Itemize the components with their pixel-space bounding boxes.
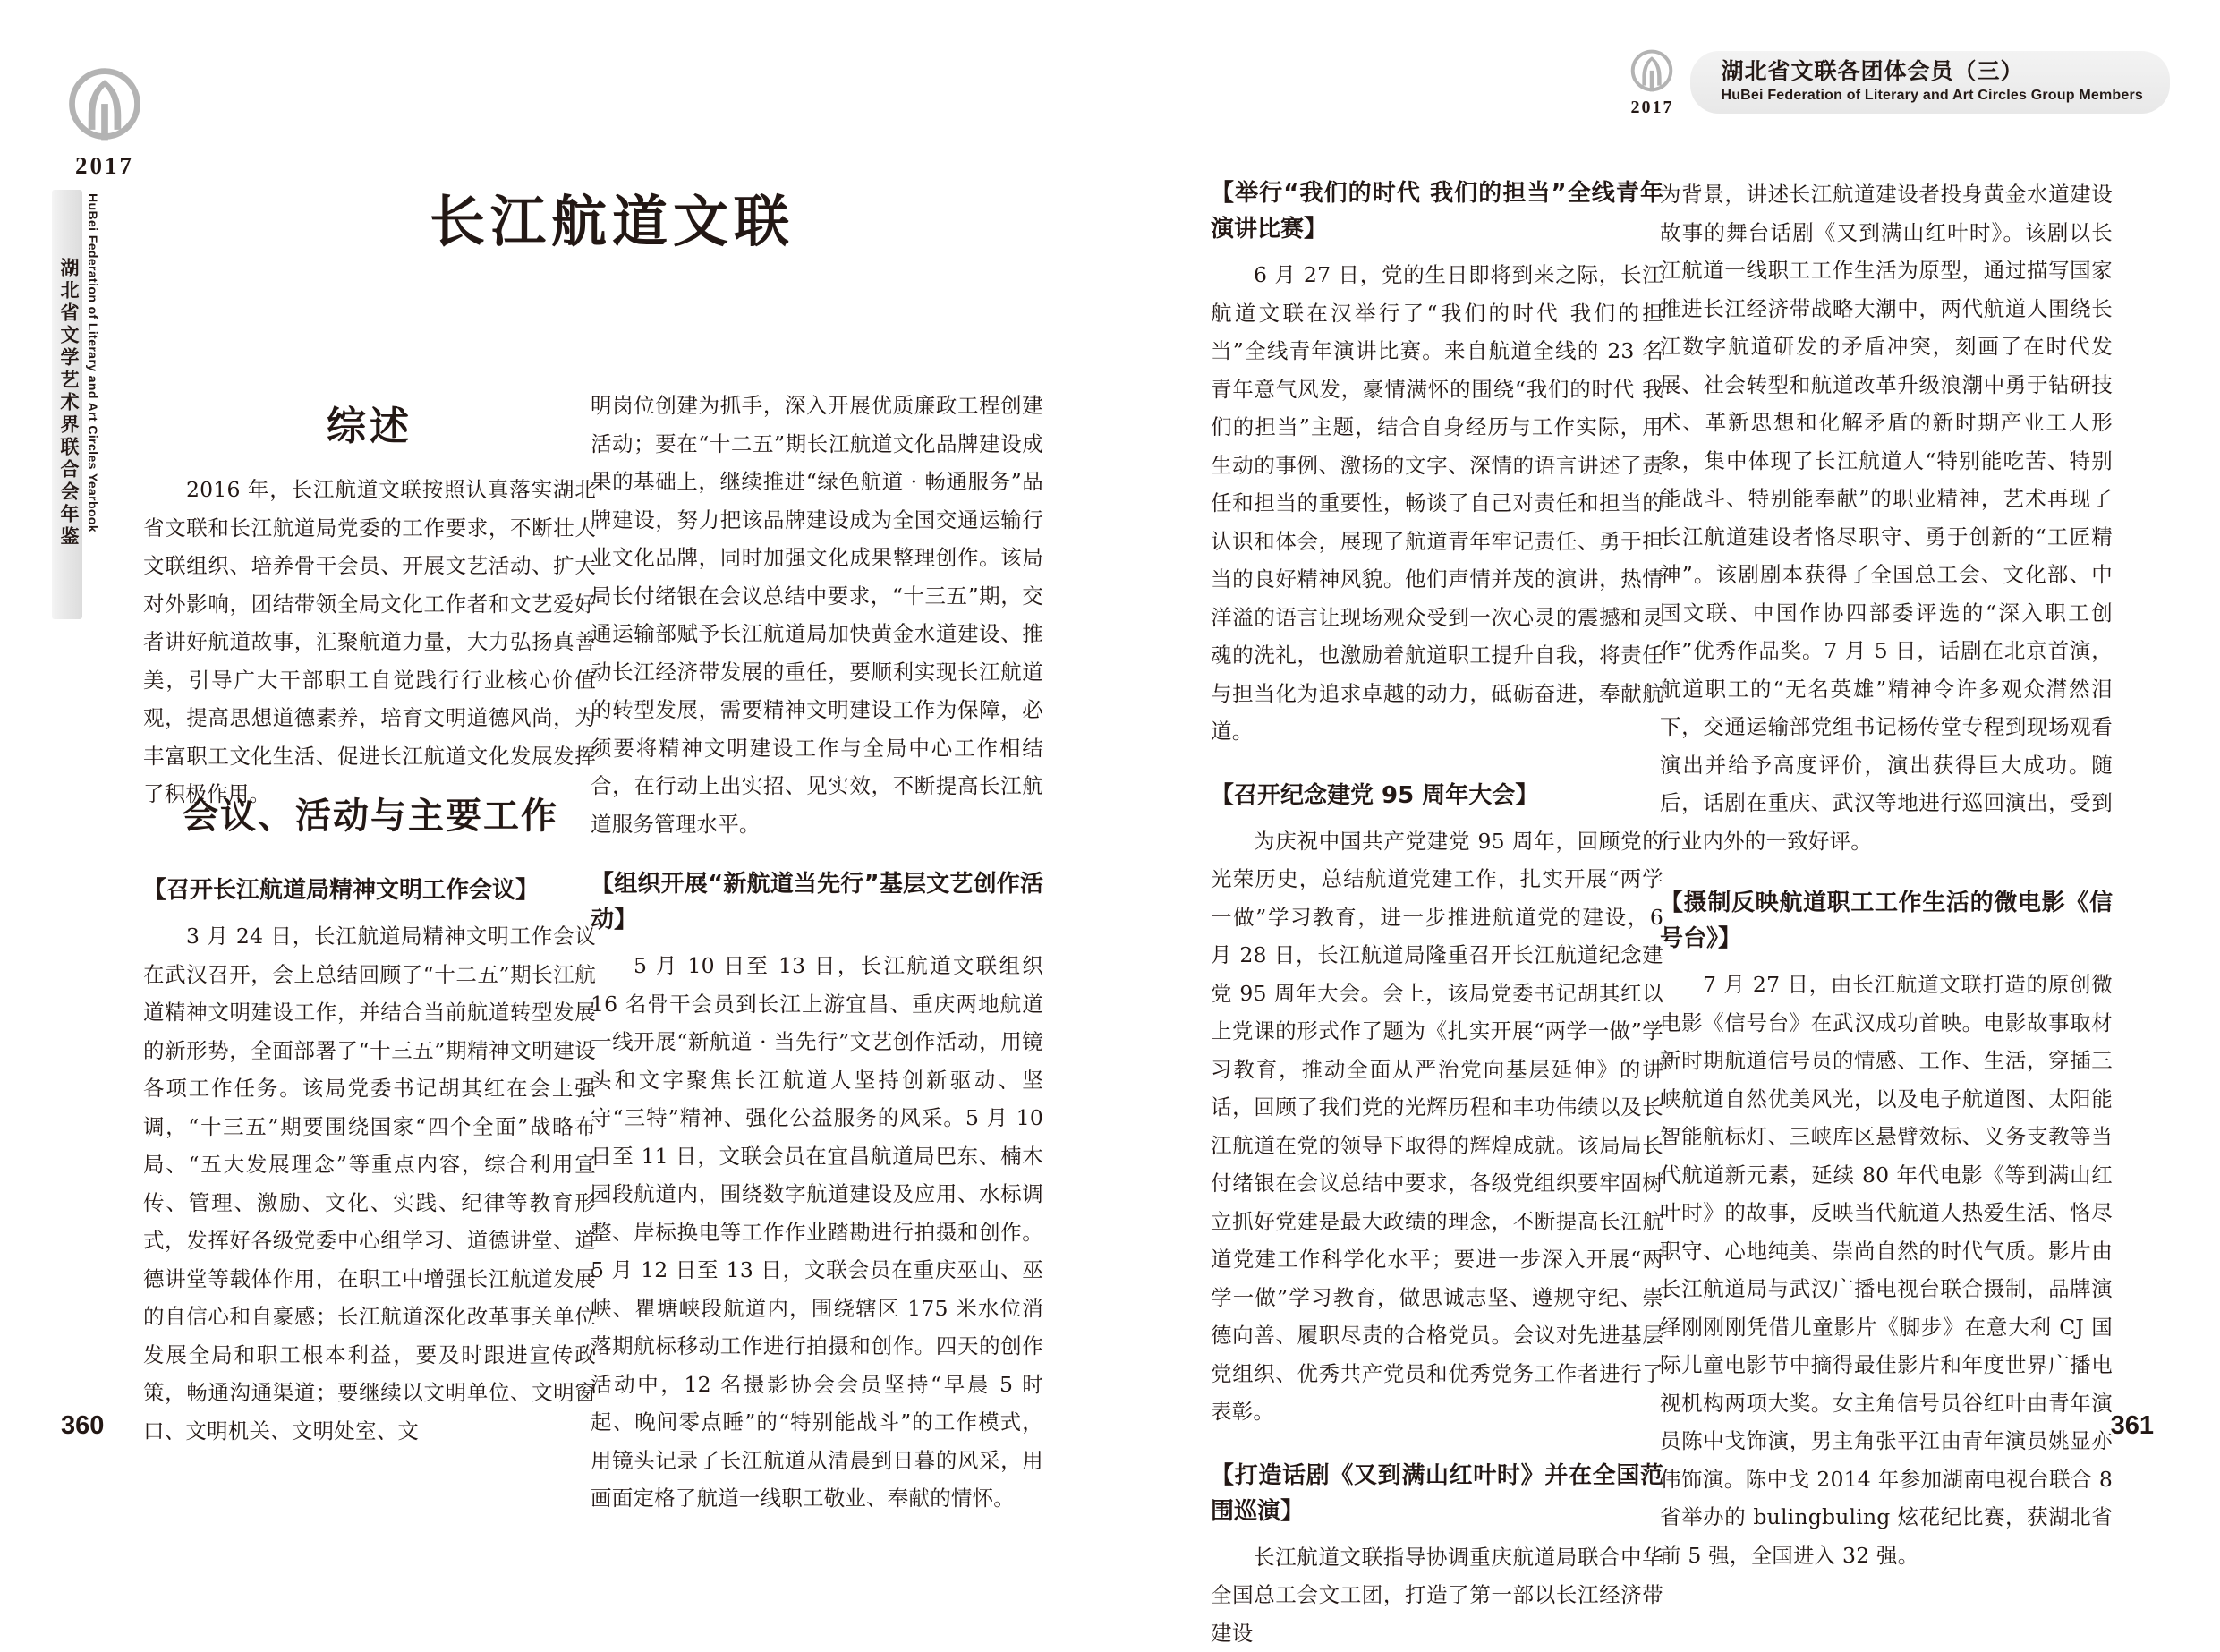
overview-paragraph: 2016 年，长江航道文联按照认真落实湖北省文联和长江航道局党委的工作要求，不断壮大文联组织、培养骨干会员、开展文艺活动、扩大对外影响，团结带领全局文化工作者和文艺爱好者讲好航道故事，汇聚航道力量，大力弘扬真善美，引导广大干部职工自觉践行行业核心价值观，提高思想道德素养，培育文明道德风尚，为丰富职工文化生活、促进长江航道文化发展发挥了积极作用。: [143, 471, 596, 813]
page-emblem-block: [47, 63, 163, 180]
section-paragraph-5: 7 月 27 日，由长江航道文联打造的原创微电影《信号台》在武汉成功首映。电影故事取材新时期航道信号员的情感、工作、生活，穿插三峡航道自然优美风光，以及电子航道图、太阳能智能航标灯、三峡库区悬臂效标、义务支教等当代航道新元素，延续 80 年代电影《等到满山红叶时》的故事，反映当代航道人热爱生活、恪尽职守、心地纯美、崇尚自然的时代气质。影片由长江航道局与武汉广播电视台联合摄制，品牌演绎刚刚刚凭借儿童影片《脚步》在意大利 CJ 国际儿童电影节中摘得最佳影片和年度世界广播电视机构两项大奖。女主角信号员谷红叶由青年演员陈中戈饰演，男主角张平江由青年演员姚显亦伟饰演。陈中戈 2014 年参加湖南电视台联合 8 省举办的 bulingbuling 炫花纪比赛，获湖北省前 5 强，全国进入 32 强。: [1660, 966, 2113, 1574]
overview-heading: 综述: [143, 394, 596, 451]
section-heading-2: 【举行“我们的时代 我们的担当”全线青年演讲比赛】: [1211, 175, 1663, 247]
spine-title-en: HuBei Federation of Literary and Art Circles Yearbook: [86, 193, 100, 532]
federation-emblem-icon: [1627, 47, 1677, 97]
section-paragraph-4b: 为背景，讲述长江航道建设者投身黄金水道建设故事的舞台话剧《又到满山红叶时》。该剧以长江航道一线职工工作生活为原型，通过描写国家推进长江经济带战略大潮中，两代航道人围绕长江数字航道研发的矛盾冲突，刻画了在时代发展、社会转型和航道改革升级浪潮中勇于钻研技术、革新思想和化解矛盾的新时期产业工人形象，集中体现了长江航道人“特别能吃苦、特别能战斗、特别能奉献”的职业精神，艺术再现了长江航道建设者恪尽职守、勇于创新的“工匠精神”。该剧剧本获得了全国总工会、文化部、中国文联、中国作协四部委评选的“深入职工创作”优秀作品奖。7 月 5 日，话剧在北京首演，航道职工的“无名英雄”精神令许多观众潸然泪下，交通运输部党组书记杨传堂专程到现场观看演出并给予高度评价，演出获得巨大成功。随后，话剧在重庆、武汉等地进行巡回演出，受到行业内外的一致好评。: [1660, 175, 2113, 860]
section-paragraph-1: 5 月 10 日至 13 日，长江航道文联组织 16 名骨干会员到长江上游宜昌、重庆两地航道一线开展“新航道 · 当先行”文艺创作活动，用镜头和文字聚焦长江航道人坚持创新驱动、坚守“三特”精神、强化公益服务的风采。5 月 10 日至 11 日，文联会员在宜昌航道局巴东、楠木园段航道内，围绕数字航道建设及应用、水标调整、岸标换电等工作作业踏勘进行拍摄和创作。5 月 12 日至 13 日，文联会员在重庆巫山、巫峡、瞿塘峡段航道内，围绕辖区 175 米水位消落期航标移动工作进行拍摄和创作。四天的创作活动中，12 名摄影协会会员坚持“早晨 5 时起、晚间零点睡”的“特别能战斗”的工作模式，用镜头记录了长江航道从清晨到日暮的风采，用画面定格了航道一线职工敬业、奉献的情怀。: [591, 947, 1043, 1518]
page-number-left: 360: [61, 1411, 104, 1441]
section-paragraph-2: 6 月 27 日，党的生日即将到来之际，长江航道文联在汉举行了“我们的时代 我们的担当”全线青年演讲比赛。来自航道全线的 23 名青年意气风发，豪情满怀的围绕“我们的时代 我们的担当”主题，结合自身经历与工作实际，用生动的事例、激扬的文字、深情的语言讲述了责任和担当的重要性，畅谈了自己对责任和担当的认识和体会，展现了航道青年牢记责任、勇于担当的良好精神风貌。他们声情并茂的演讲，热情洋溢的语言让现场观众受到一次心灵的震撼和灵魂的洗礼，也激励着航道职工提升自我，将责任与担当化为追求卓越的动力，砥砺奋进，奉献航道。: [1211, 256, 1663, 751]
spine-title-cn: 湖北省文学艺术界联合会年鉴: [54, 197, 81, 609]
running-head: [1619, 47, 2170, 118]
activities-heading: 会议、活动与主要工作: [120, 788, 621, 839]
section-paragraph-0a: 3 月 24 日，长江航道局精神文明工作会议在武汉召开，会上总结回顾了“十二五”期长江航道精神文明建设工作，并结合当前航道转型发展的新形势，全面部署了“十三五”期精神文明建设各项工作任务。该局党委书记胡其红在会上强调，“十三五”期要围绕国家“四个全面”战略布局、“五大发展理念”等重点内容，综合利用宣传、管理、激励、文化、实践、纪律等教育形式，发挥好各级党委中心组学习、道德讲堂、道德讲堂等载体作用，在职工中增强长江航道发展的自信心和自豪感；长江航道深化改革事关单位发展全局和职工根本利益，要及时跟进宣传政策，畅通沟通渠道；要继续以文明单位、文明窗口、文明机关、文明处室、文: [143, 917, 596, 1450]
running-head-plate: [1690, 51, 2170, 114]
running-head-emblem: [1619, 47, 1685, 118]
section-heading-5: 【摄制反映航道职工工作生活的微电影《信号台》】: [1660, 885, 2113, 957]
page-title: 长江航道文联: [430, 177, 795, 257]
section-paragraph-4a: 长江航道文联指导协调重庆航道局联合中华全国总工会文工团，打造了第一部以长江经济带建设: [1211, 1538, 1663, 1652]
section-paragraph-0b: 明岗位创建为抓手，深入开展优质廉政工程创建活动；要在“十二五”期长江航道文化品牌建设成果的基础上，继续推进“绿色航道 · 畅通服务”品牌建设，努力把该品牌建设成为全国交通运输行业文化品牌，同时加强文化成果整理创作。该局局长付绪银在会议总结中要求，“十三五”期，交通运输部赋予长江航道局加快黄金水道建设、推动长江经济带发展的重任，要顺利实现长江航道的转型发展，需要精神文明建设工作为保障，必须要将精神文明建设工作与全局中心工作相结合，在行动上出实招、见实效，不断提高长江航道服务管理水平。: [591, 387, 1043, 843]
section-paragraph-3: 为庆祝中国共产党建党 95 周年，回顾党的光荣历史，总结航道党建工作，扎实开展“两学一做”学习教育，进一步推进航道党的建设，6 月 28 日，长江航道局隆重召开长江航道纪念建党 95 周年大会。会上，该局党委书记胡其红以上党课的形式作了题为《扎实开展“两学一做”学习教育，推动全面从严治党向基层延伸》的讲话，回顾了我们党的光辉历程和丰功伟绩以及长江航道在党的领导下取得的辉煌成就。该局局长付绪银在会议总结中要求，各级党组织要牢固树立抓好党建是最大政绩的理念，不断提高长江航道党建工作科学化水平；要进一步深入开展“两学一做”学习教育，做思诚志坚、遵规守纪、崇德向善、履职尽责的合格党员。会议对先进基层党组织、优秀共产党员和优秀党务工作者进行了表彰。: [1211, 822, 1663, 1431]
section-heading-4: 【打造话剧《又到满山红叶时》并在全国范围巡演】: [1211, 1458, 1663, 1529]
spine-label: [52, 190, 120, 619]
section-heading-3: 【召开纪念建党 95 周年大会】: [1211, 778, 1663, 813]
running-head-title-en: HuBei Federation of Literary and Art Circles Group Members: [1721, 88, 2143, 104]
federation-emblem-icon: [62, 63, 148, 149]
emblem-year-right: 2017: [1619, 98, 1685, 118]
section-heading-0: 【召开长江航道局精神文明工作会议】: [143, 873, 596, 908]
section-heading-1: 【组织开展“新航道当先行”基层文艺创作活动】: [591, 866, 1043, 938]
page-number-right: 361: [2111, 1411, 2154, 1441]
emblem-year-left: 2017: [47, 152, 163, 180]
running-head-title-cn: 湖北省文联各团体会员（三）: [1721, 59, 2143, 85]
